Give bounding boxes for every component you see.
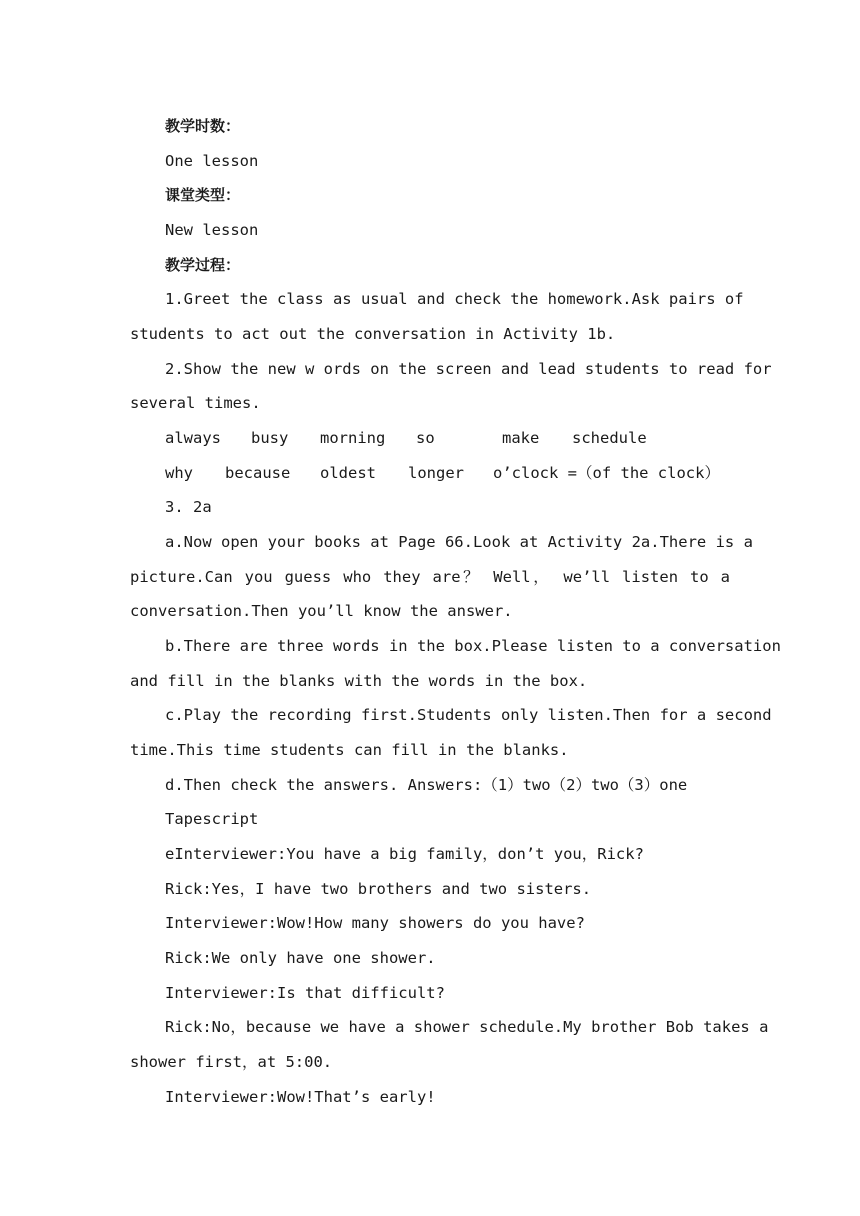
tapescript-line: Interviewer:Is that difficult? (165, 984, 445, 1002)
para-c-line2: time.This time students can fill in the blanks. (130, 741, 569, 759)
vocab-word: oldest (320, 464, 376, 482)
para-a-line1: a.Now open your books at Page 66.Look at Activity 2a.There is a (165, 533, 753, 551)
vocab-word: because (225, 464, 291, 482)
para-a-line3: conversation.Then you’ll know the answer. (130, 602, 513, 620)
tapescript-line: eInterviewer:You have a big family，don’t you，Rick? (165, 845, 644, 863)
vocab-word: o’clock =（of the clock） (493, 464, 720, 482)
para-a-line2: picture.Can you guess who they are？ Well， we’ll listen to a (130, 568, 730, 586)
teaching-hours-label: 教学时数： (165, 117, 241, 135)
lesson-type-value: New lesson (165, 221, 259, 239)
step2-line2: several times. (130, 394, 261, 412)
vocab-row-1 (165, 421, 730, 456)
vocab-row-2 (165, 456, 730, 491)
tapescript-heading: Tapescript (165, 810, 259, 828)
vocab-word: longer (408, 464, 464, 482)
lesson-type-label: 课堂类型： (165, 186, 241, 204)
tapescript-line: shower first，at 5:00. (130, 1053, 333, 1071)
vocab-word: schedule (572, 429, 647, 447)
para-b-line2: and fill in the blanks with the words in the box. (130, 672, 588, 690)
tapescript-line: Rick:Yes，I have two brothers and two sisters. (165, 880, 592, 898)
tapescript-line: Rick:We only have one shower. (165, 949, 436, 967)
para-b-line1: b.There are three words in the box.Please listen to a conversation (165, 637, 781, 655)
step1-line1: 1.Greet the class as usual and check the homework.Ask pairs of (165, 290, 744, 308)
vocab-word: why (165, 464, 193, 482)
vocab-word: make (502, 429, 540, 447)
para-c-line1: c.Play the recording first.Students only listen.Then for a second (165, 706, 772, 724)
vocab-word: busy (251, 429, 289, 447)
para-d-line1: d.Then check the answers. Answers:（1）two（2）two（3）one (165, 776, 688, 794)
vocab-word: so (416, 429, 435, 447)
tapescript-line: Rick:No，because we have a shower schedule.My brother Bob takes a (165, 1018, 769, 1036)
process-label: 教学过程： (165, 256, 241, 274)
vocab-word: always (165, 429, 221, 447)
step1-line2: students to act out the conversation in Activity 1b. (130, 325, 616, 343)
tapescript-line: Interviewer:Wow!How many showers do you have? (165, 914, 585, 932)
vocab-word: morning (320, 429, 386, 447)
step3-heading: 3. 2a (165, 498, 212, 516)
teaching-hours-value: One lesson (165, 152, 259, 170)
step2-line1: 2.Show the new w ords on the screen and lead students to read for (165, 360, 772, 378)
tapescript-line: Interviewer:Wow!That’s early! (165, 1088, 436, 1106)
